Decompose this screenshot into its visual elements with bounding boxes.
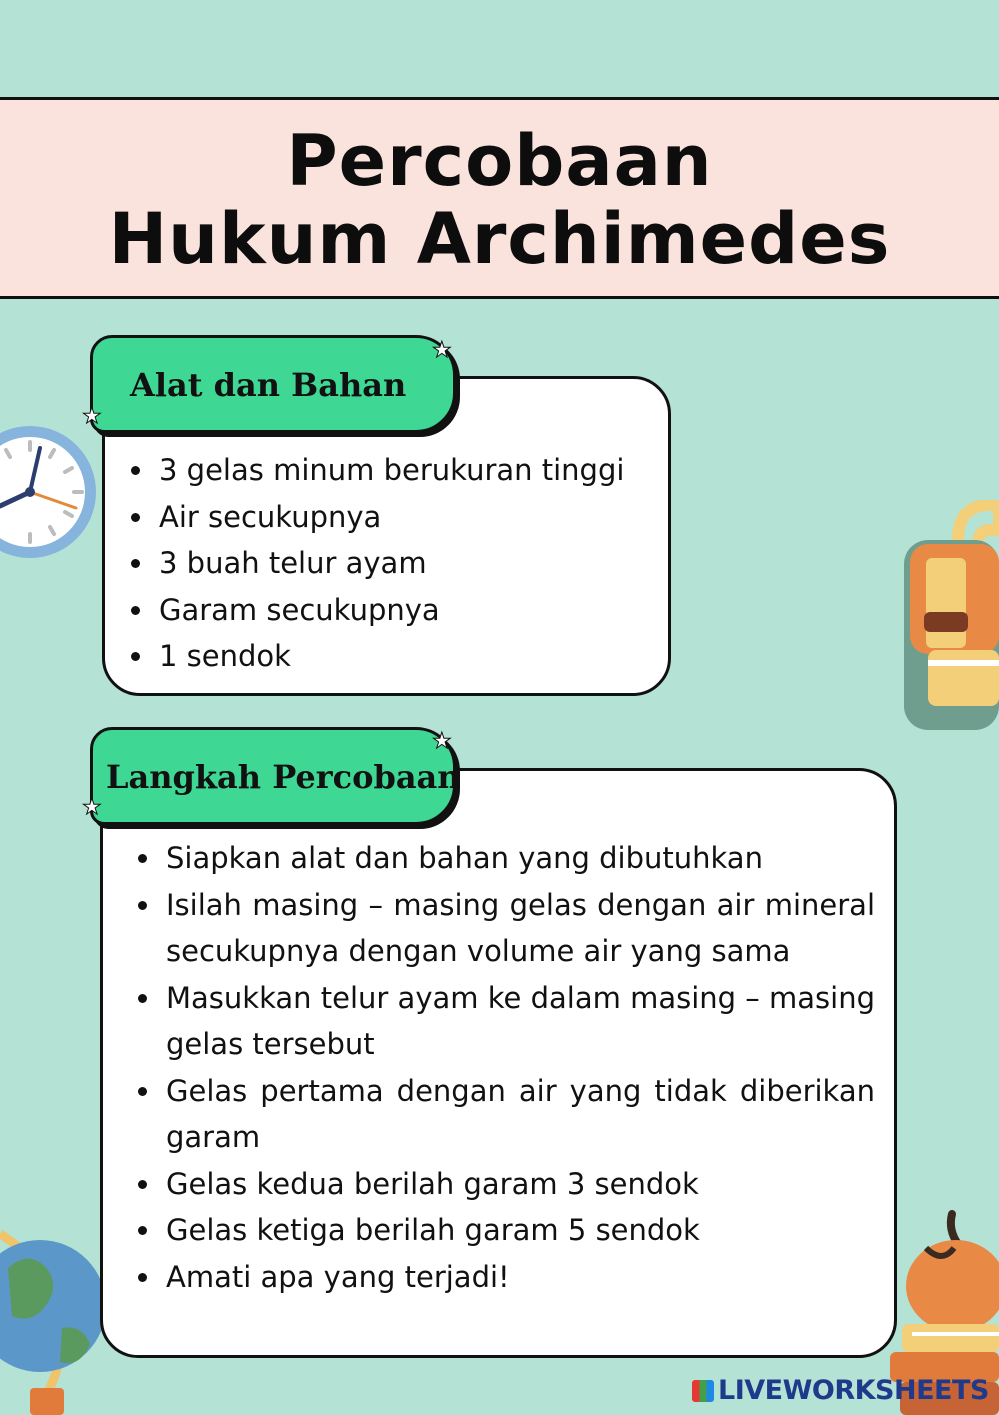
list-item: Air secukupnya bbox=[159, 494, 659, 541]
list-item: Gelas ketiga berilah garam 5 sendok bbox=[166, 1207, 875, 1254]
list-item: 1 sendok bbox=[159, 633, 659, 680]
tools-heading: Alat dan Bahan bbox=[130, 366, 407, 404]
star-icon: ★ bbox=[432, 729, 452, 754]
list-item: 3 gelas minum berukuran tinggi bbox=[159, 447, 659, 494]
list-item: Gelas pertama dengan air yang tidak diberikan garam bbox=[166, 1068, 875, 1161]
steps-list bbox=[166, 835, 875, 1300]
page-title-line1: Percobaan bbox=[286, 120, 713, 202]
star-icon: ★ bbox=[82, 404, 102, 429]
tools-list bbox=[159, 447, 659, 680]
list-item: Siapkan alat dan bahan yang dibutuhkan bbox=[166, 835, 875, 882]
liveworksheets-logo[interactable] bbox=[692, 1375, 989, 1406]
steps-heading: Langkah Percobaan bbox=[106, 758, 461, 796]
liveworksheets-logo-icon bbox=[692, 1380, 714, 1402]
page-title-line2: Hukum Archimedes bbox=[108, 198, 891, 280]
tools-heading-tab bbox=[90, 335, 456, 433]
globe-icon bbox=[0, 1228, 112, 1415]
steps-heading-tab bbox=[90, 727, 461, 825]
clock-icon bbox=[0, 422, 102, 564]
list-item: Isilah masing – masing gelas dengan air mineral secukupnya dengan volume air yang sama bbox=[166, 882, 875, 975]
star-icon: ★ bbox=[432, 338, 452, 363]
title-banner bbox=[0, 97, 999, 299]
list-item: Masukkan telur ayam ke dalam masing – masing gelas tersebut bbox=[166, 975, 875, 1068]
backpack-icon bbox=[902, 500, 999, 730]
star-icon: ★ bbox=[82, 795, 102, 820]
liveworksheets-logo-text: LIVEWORKSHEETS bbox=[718, 1375, 989, 1406]
list-item: Gelas kedua berilah garam 3 sendok bbox=[166, 1161, 875, 1208]
list-item: Amati apa yang terjadi! bbox=[166, 1254, 875, 1301]
steps-card bbox=[100, 768, 897, 1358]
list-item: 3 buah telur ayam bbox=[159, 540, 659, 587]
list-item: Garam secukupnya bbox=[159, 587, 659, 634]
